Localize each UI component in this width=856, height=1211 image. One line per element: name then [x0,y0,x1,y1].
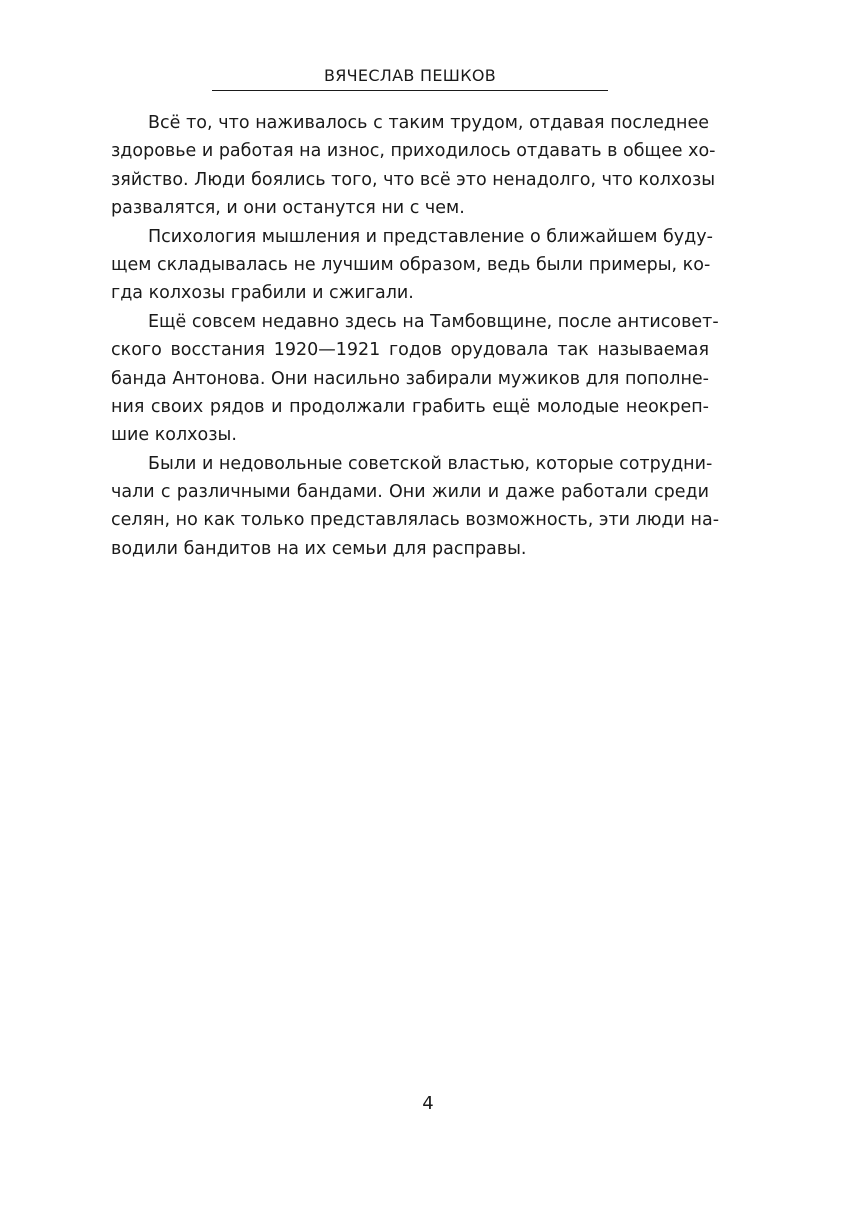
text-line: банда Антонова. Они насильно забирали мужиков для пополне- [111,368,709,389]
body-text [111,109,720,563]
text-line: селян, но как только представлялась возможность, эти люди на- [111,510,720,531]
text-line: Психология мышления и представление о ближайшем буду- [148,226,713,247]
header-rule [212,90,608,91]
text-line: зяйство. Люди боялись того, что всё это ненадолго, что колхозы [111,169,716,190]
page-number: 4 [422,1093,434,1114]
text-line: Всё то, что наживалось с таким трудом, отдавая последнее [148,113,709,133]
text-line: Ещё совсем недавно здесь на Тамбовщине, после антисовет- [148,311,719,332]
text-line: шие колхозы. [111,425,237,446]
text-line: гда колхозы грабили и сжигали. [111,283,414,304]
text-line: щем складывалась не лучшим образом, ведь были примеры, ко- [111,254,711,275]
text-line: ского восстания 1920—1921 годов орудовала так называемая [111,340,709,361]
text-line: развалятся, и они останутся ни с чем. [111,198,465,219]
text-line: водили бандитов на их семьи для расправы. [111,538,527,559]
text-line: здоровье и работая на износ, приходилось отдавать в общее хо- [111,141,716,162]
text-line: ния своих рядов и продолжали грабить ещё молодые неокреп- [111,396,709,417]
text-line: Были и недовольные советской властью, которые сотрудни- [148,453,713,474]
running-head-author: ВЯЧЕСЛАВ ПЕШКОВ [323,66,497,85]
text-line: чали с различными бандами. Они жили и даже работали среди [111,482,709,503]
